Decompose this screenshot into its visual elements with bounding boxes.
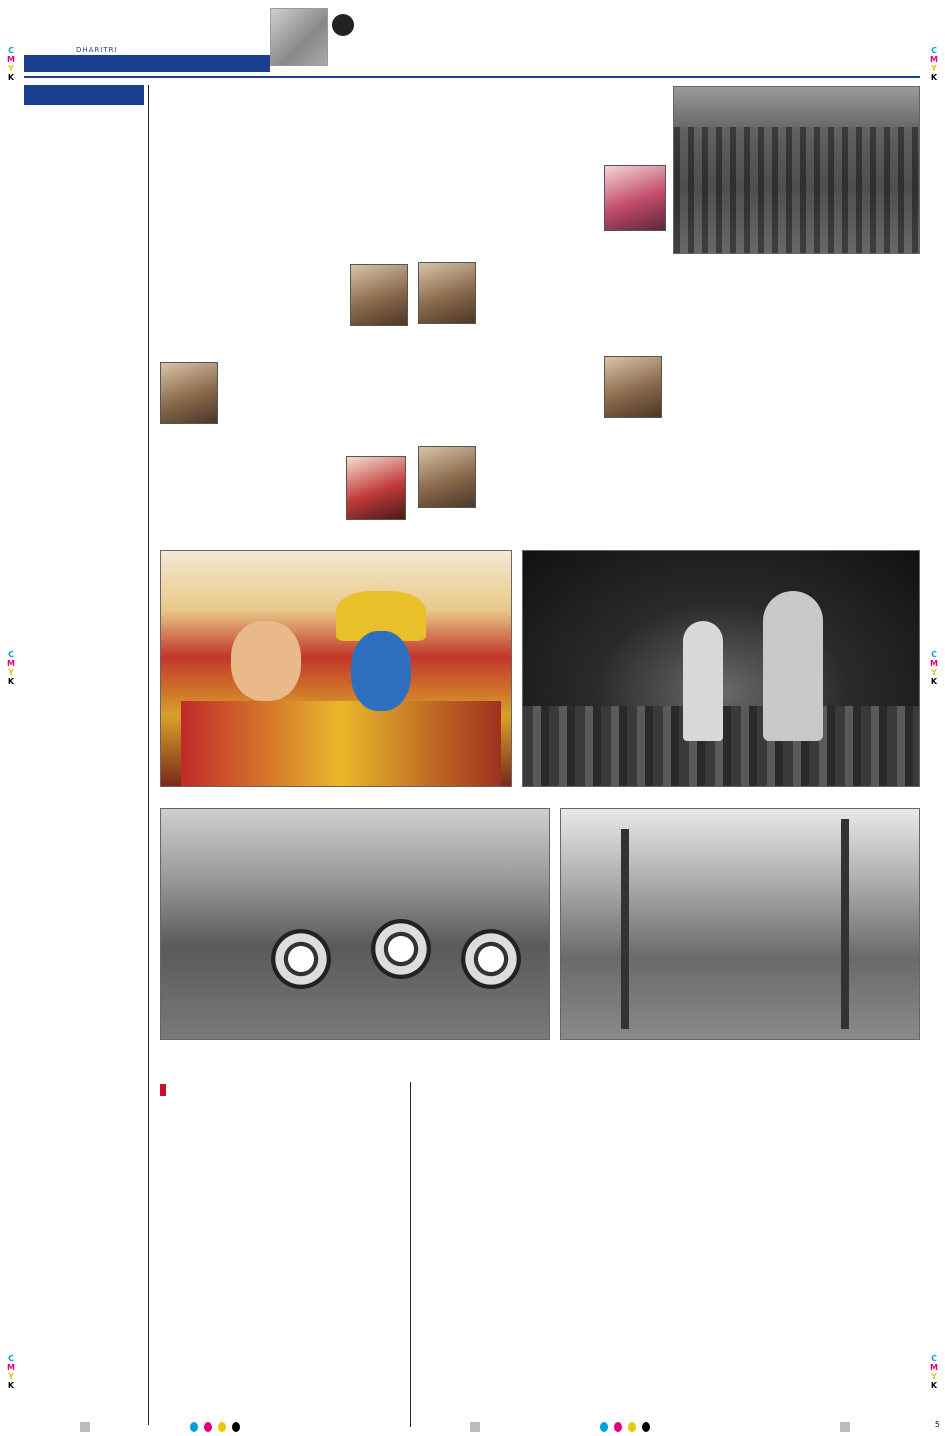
print-color-bar [628,1422,636,1432]
byline [250,333,410,345]
registration-mark: C M Y K [7,1354,15,1390]
bottom-left-dateline [238,1190,406,1204]
main-headline [160,86,660,166]
actor-profile [480,445,668,517]
print-color-bar [642,1422,650,1432]
quote-author-portrait [270,8,328,66]
bottom-left-kicker [160,1082,410,1098]
byline [200,522,340,534]
column-divider [148,85,149,1425]
daily-quote [358,10,718,40]
byline [250,430,410,442]
brief-headline-4 [24,956,144,996]
print-color-bar [614,1422,622,1432]
actor-portrait [418,446,476,508]
print-color-bar [232,1422,240,1432]
drums-photo-caption [160,1046,550,1060]
newspaper-logo-subtitle: DHARITRI [76,46,118,54]
print-color-bar [204,1422,212,1432]
actor-portrait [604,165,666,231]
actor-portrait [160,362,218,424]
scouts-photo-caption [673,258,920,272]
byline [470,430,668,442]
print-color-bar [190,1422,198,1432]
night-performance-photo [522,550,920,787]
print-color-bar [80,1422,90,1432]
bottom-left-headline [160,1100,406,1188]
actor-profile [222,355,412,435]
actor-profile [160,455,342,519]
registration-mark: C M Y K [7,46,15,82]
scouts-headline [673,276,920,366]
actor-portrait [604,356,662,418]
brief-body-4 [24,998,144,1406]
actor-portrait [350,264,408,326]
byline [252,240,412,252]
actor-profile [418,355,602,435]
registration-mark: C M Y K [930,1354,938,1390]
page-number-footer: 5 [934,1420,940,1429]
masthead-dateline [24,55,270,72]
brief-headline-1 [24,110,144,150]
quote-mark-icon [332,14,354,36]
brief-headline-3 [24,686,144,726]
brief-section-header [24,85,144,105]
actor-portrait [346,456,406,520]
brief-headline-2 [24,428,144,468]
byline [470,333,668,345]
scouts-story-body [673,370,920,540]
byline [460,240,668,252]
actor-profile [480,262,668,342]
bottom-right-dateline [416,1162,666,1176]
print-color-bar [218,1422,226,1432]
section-title [772,14,882,54]
actor-portrait [418,262,476,324]
krishna-drama-photo [160,550,512,787]
page-number-header [890,14,930,54]
night-photo-caption [522,789,920,803]
registration-mark: C M Y K [930,46,938,82]
bottom-left-body [160,1206,406,1406]
scouts-photo [673,86,920,254]
brief-body-3 [24,728,144,940]
byline [480,528,668,540]
brief-body-2 [24,470,144,670]
registration-mark: C M Y K [7,650,15,686]
brief-body-1 [24,152,144,410]
registration-mark: C M Y K [930,650,938,686]
print-color-bar [840,1422,850,1432]
actor-profile [160,262,346,342]
column-divider [410,1082,411,1427]
yajna-photo-caption [560,1046,920,1060]
krishna-photo-caption [160,789,512,803]
print-color-bar [470,1422,480,1432]
masthead-rule [24,76,920,78]
print-color-bar [600,1422,608,1432]
drum-procession-photo [160,808,550,1040]
yajna-ritual-photo [560,808,920,1040]
bottom-right-body [416,1180,920,1406]
bottom-right-headline [416,1088,920,1160]
